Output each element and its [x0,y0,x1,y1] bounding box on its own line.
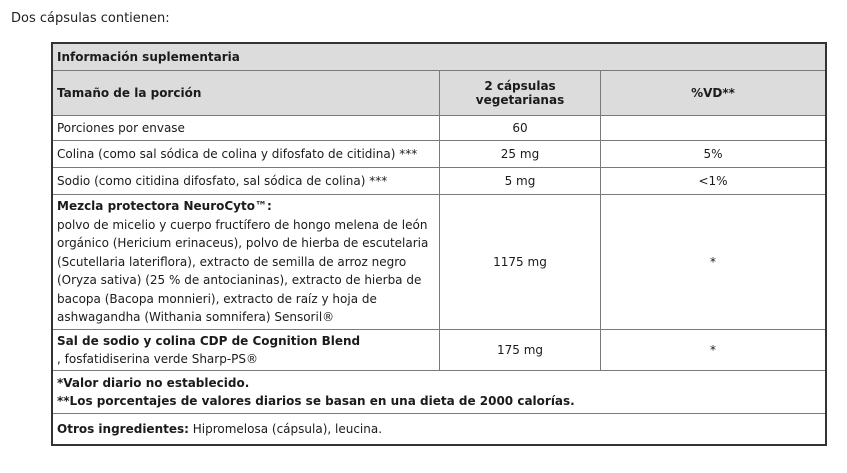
row-amount: 25 mg [440,141,601,168]
cdp-dv: * [601,329,827,370]
serving-size-value: 2 cápsulas vegetarianas [440,71,601,116]
row-dv: 5% [601,141,827,168]
blend-ingredients: polvo de micelio y cuerpo fructífero de hongo melena de león orgánico (Hericium erinaceus), polvo de hierba de escutelaria (Scutellaria lateriflora), extracto de semilla de arroz negro (Oryza sativa) (25 % de antocianinas), extracto de hierba de bacopa (Bacopa monnieri), extracto de raíz y hoja de ashwagandha (Withania somnifera) Sensoril® [57,217,429,324]
other-ingredients-label: Otros ingredientes: [57,421,189,436]
row-name: Sodio (como citidina difosfato, sal sódica de colina) *** [52,168,440,195]
cdp-ingredients: , fosfatidiserina verde Sharp-PS® [57,351,259,366]
table-row-blend [52,195,826,330]
footnote-1: *Valor diario no establecido. [57,375,250,390]
row-name: Colina (como sal sódica de colina y difosfato de citidina) *** [52,141,440,168]
blend-cell [52,195,440,330]
supplement-facts-table [51,42,827,446]
row-dv [601,116,827,141]
row-amount: 60 [440,116,601,141]
cdp-amount: 175 mg [440,329,601,370]
table-row [52,116,826,141]
row-dv: <1% [601,168,827,195]
footnotes-cell [52,370,826,413]
blend-name: Mezcla protectora NeuroCyto™: [57,199,272,213]
table-row [52,168,826,195]
row-name: Porciones por envase [52,116,440,141]
table-title-row [52,43,826,71]
intro-text: Dos cápsulas contienen: [11,11,170,26]
blend-amount: 1175 mg [440,195,601,330]
serving-size-label: Tamaño de la porción [52,71,440,116]
table-title: Información suplementaria [52,43,826,71]
table-row [52,141,826,168]
cdp-name: Sal de sodio y colina CDP de Cognition Blend [57,333,361,348]
other-ingredients-value: Hipromelosa (cápsula), leucina. [188,421,383,436]
table-header-row [52,71,826,116]
cdp-cell [52,329,440,370]
row-amount: 5 mg [440,168,601,195]
blend-dv: * [601,195,827,330]
footnotes-row [52,370,826,413]
daily-value-header: %VD** [601,71,827,116]
other-ingredients-cell [52,413,826,445]
footnote-2: **Los porcentajes de valores diarios se basan en una dieta de 2000 calorías. [57,393,575,408]
other-ingredients-row [52,413,826,445]
table-row-cdp [52,329,826,370]
